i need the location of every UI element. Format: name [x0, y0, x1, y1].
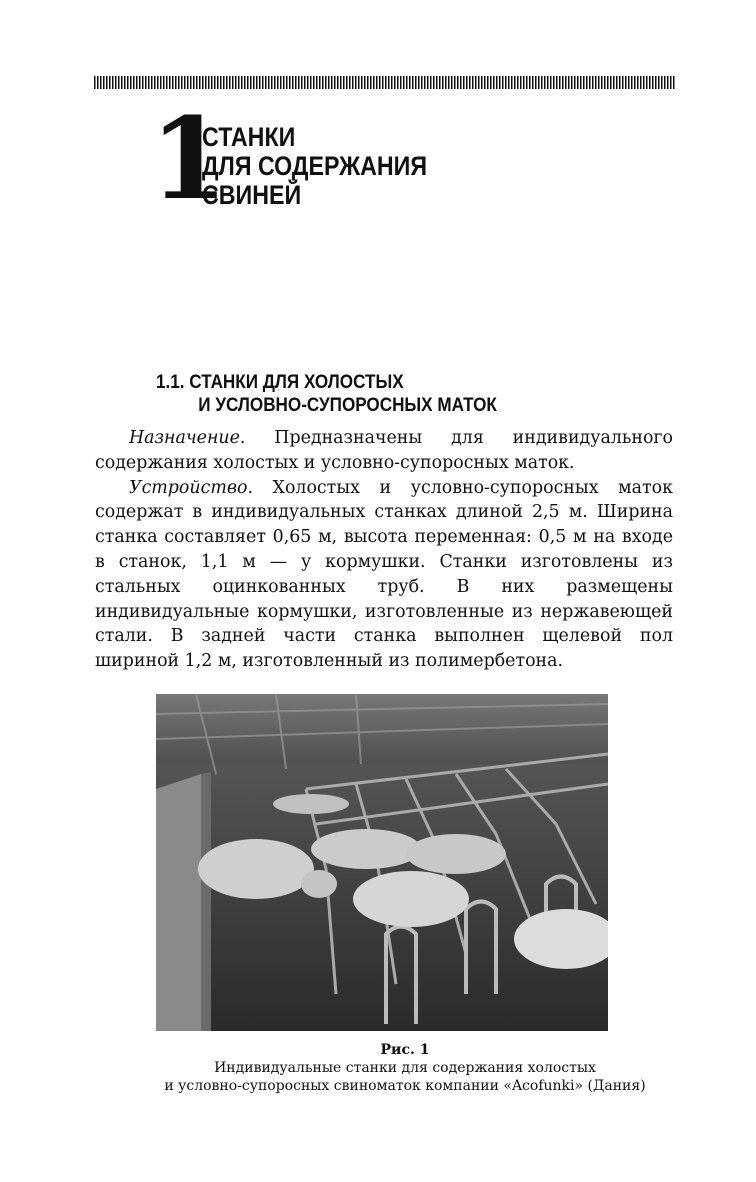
paragraph-purpose [95, 426, 673, 476]
chapter-title-line: СВИНЕЙ [202, 180, 302, 210]
figure-caption [95, 1041, 715, 1095]
chapter-title [202, 123, 427, 210]
caption-line2: и условно-супоросных свиноматок компании «Acofunki» (Дания) [164, 1078, 646, 1094]
section-heading-line1: 1.1. СТАНКИ ДЛЯ ХОЛОСТЫХ [156, 372, 404, 393]
section-heading-line2: И УСЛОВНО-СУПОРОСНЫХ МАТОК [198, 395, 497, 416]
body-text [95, 426, 673, 674]
chapter-title-line: СТАНКИ [202, 122, 296, 152]
figure-photo [156, 694, 608, 1031]
paragraph-construction-text: . Холостых и условно-супоросных маток содержат в индивидуальных станках длиной 2,5 м. Ширина станка составляет 0,65 м, высота переменная: 0,5 м на входе в станок, 1,1 м — у кормушки. Станки изготовлены из стальных оцинкованных труб. В них размещены индивидуальные кормушки, изготовленные из нержавеющей стали. В задней части станка выполнен щелевой пол шириной 1,2 м, изготовленный из полимербетона. [95, 477, 673, 672]
paragraph-purpose-text: . Предназначены для индивидуального содержания холостых и условно-супоросных маток. [95, 428, 673, 473]
decorative-header-rule [94, 76, 676, 89]
chapter-title-line: ДЛЯ СОДЕРЖАНИЯ [202, 151, 428, 181]
section-heading [156, 371, 497, 417]
caption-line1: Индивидуальные станки для содержания холостых [214, 1060, 596, 1076]
term-purpose: Назначение [129, 428, 240, 448]
paragraph-construction [95, 476, 673, 674]
term-construction: Устройство [129, 477, 248, 498]
pig-stalls-photo [156, 694, 608, 1031]
chapter-number: 1 [150, 94, 226, 225]
figure-label: Рис. 1 [380, 1042, 430, 1058]
